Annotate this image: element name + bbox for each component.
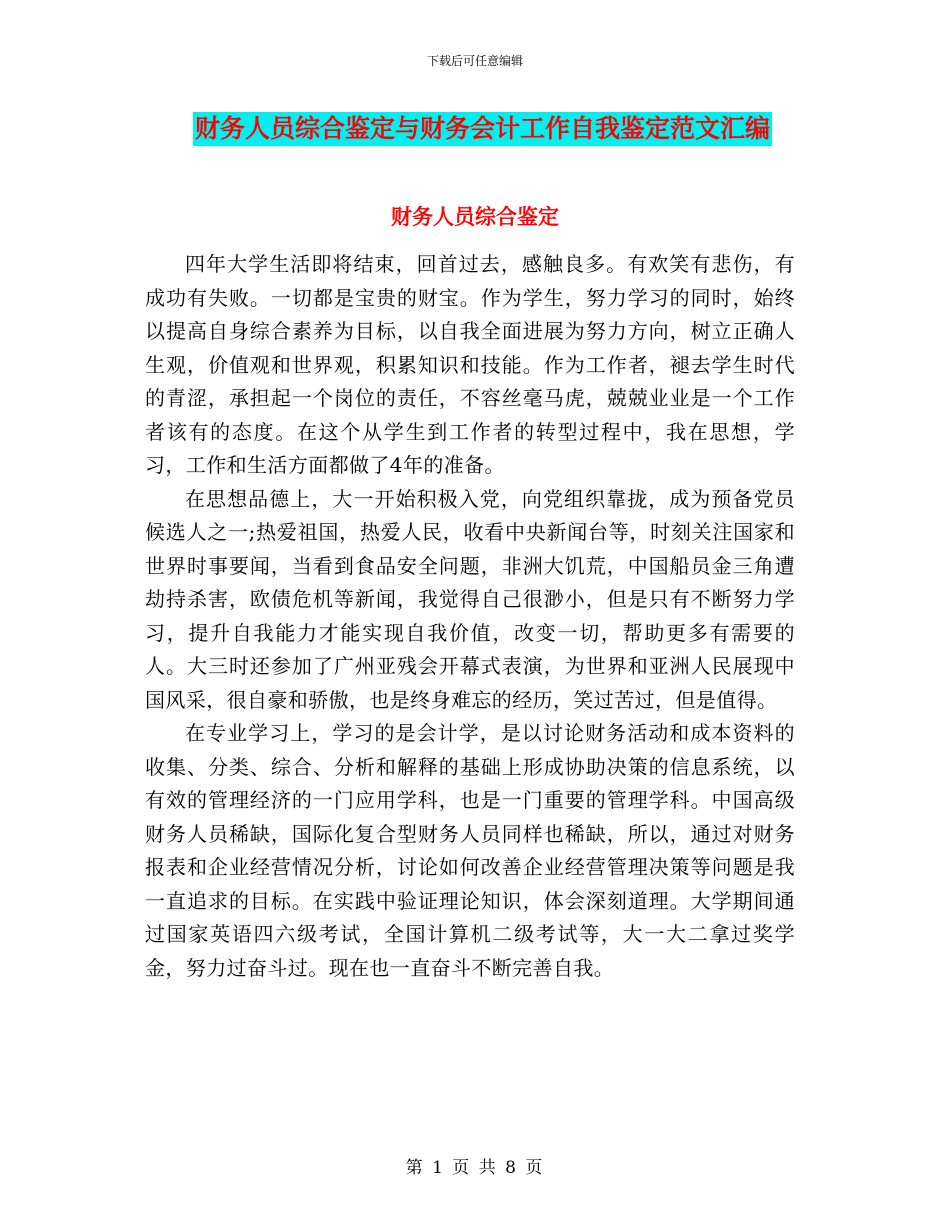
paragraph: 在思想品德上，大一开始积极入党，向党组织靠拢，成为预备党员候选人之一;热爱祖国，热爱人民，收看中央新闻台等，时刻关注国家和世界时事要闻，当看到食品安全问题，非洲大饥荒，中国船员金三角遭劫持杀害，欧债危机等新闻，我觉得自己很渺小，但是只有不断努力学习，提升自我能力才能实现自我价值，改变一切，帮助更多有需要的人。大三时还参加了广州亚残会开幕式表演，为世界和亚洲人民展现中国风采，很自豪和骄傲，也是终身难忘的经历，笑过苦过，但是值得。 xyxy=(145,486,795,712)
paragraph: 在专业学习上，学习的是会计学，是以讨论财务活动和成本资料的收集、分类、综合、分析和解释的基础上形成协助决策的信息系统，以有效的管理经济的一门应用学科，也是一门重要的管理学科。中国高级财务人员稀缺，国际化复合型财务人员同样也稀缺，所以，通过对财务报表和企业经营情况分析，讨论如何改善企业经营管理决策等问题是我一直追求的目标。在实践中验证理论知识，体会深刻道理。大学期间通过国家英语四六级考试，全国计算机二级考试等，大一大二拿过奖学金，努力过奋斗过。现在也一直奋斗不断完善自我。 xyxy=(145,721,795,980)
main-title-container xyxy=(193,112,803,146)
page-number-footer: 第 1 页 共 8 页 xyxy=(405,1158,545,1178)
main-title: 财务人员综合鉴定与财务会计工作自我鉴定范文汇编 xyxy=(193,112,772,146)
paragraph: 四年大学生活即将结束，回首过去，感触良多。有欢笑有悲伤，有成功有失败。一切都是宝贵的财宝。作为学生，努力学习的同时，始终以提高自身综合素养为目标，以自我全面进展为努力方向，树立正确人生观，价值观和世界观，积累知识和技能。作为工作者，褪去学生时代的青涩，承担起一个岗位的责任，不容丝毫马虎，兢兢业业是一个工作者该有的态度。在这个从学生到工作者的转型过程中，我在思想，学习，工作和生活方面都做了4年的准备。 xyxy=(145,252,795,477)
header-note: 下载后可任意编辑 xyxy=(426,54,523,68)
section-title: 财务人员综合鉴定 xyxy=(391,205,559,229)
document-body xyxy=(145,248,795,985)
